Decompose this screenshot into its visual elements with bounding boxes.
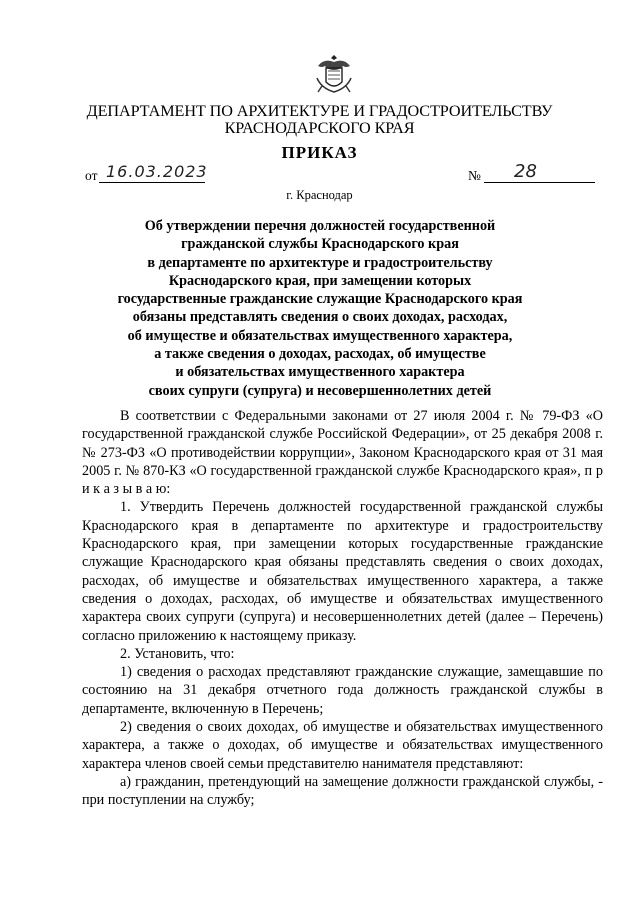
- body-paragraph: 2. Установить, что:: [120, 645, 235, 662]
- number-value: 28: [514, 161, 537, 182]
- body-paragraph: а) гражданин, претендующий на замещение должности гражданской службы, - при поступлении на службу;: [82, 773, 603, 809]
- subject-line: а также сведения о доходах, расходах, об имуществе: [154, 346, 486, 363]
- doc-type-title: ПРИКАЗ: [281, 143, 358, 162]
- subject-line: своих супруги (супруга) и несовершеннолетних детей: [148, 382, 492, 399]
- date-underline: [99, 182, 205, 183]
- subject-line: обязаны представлять сведения о своих доходах, расходах,: [132, 309, 508, 326]
- date-prefix: от: [85, 168, 98, 183]
- department-line-2: КРАСНОДАРСКОГО КРАЯ: [224, 119, 415, 137]
- number-underline: [484, 182, 595, 183]
- subject-line: в департаменте по архитектуре и градостроительству: [147, 254, 493, 271]
- subject-line: гражданской службы Краснодарского края: [181, 236, 459, 253]
- date-value: 16.03.2023: [106, 162, 208, 181]
- body-paragraph: 2) сведения о своих доходах, об имуществе и обязательствах имущественного характера, а также о доходах, об имуществе и обязательствах имущественного характера членов своей семьи представителю нанимателя представляют:: [82, 719, 603, 772]
- subject-title: [60, 217, 580, 400]
- subject-line: Краснодарского края, при замещении которых: [168, 272, 472, 289]
- city: г. Краснодар: [286, 188, 353, 202]
- department-line-1: ДЕПАРТАМЕНТ ПО АРХИТЕКТУРЕ И ГРАДОСТРОИТЕЛЬСТВУ: [86, 102, 553, 120]
- coat-of-arms-icon: [314, 52, 354, 94]
- subject-line: Об утверждении перечня должностей государственной: [144, 218, 496, 234]
- subject-line: об имуществе и обязательствах имущественного характера,: [127, 327, 513, 344]
- body-paragraph: 1. Утвердить Перечень должностей государственной гражданской службы Краснодарского края в департаменте по архитектуре и градостроительству Краснодарского края, при замещении которых государственные гражданские служащие Краснодарского края обязаны представлять сведения о своих доходах, расходах, об имуществе и обязательствах имущественного характера, а также сведения о доходах, расходах, об имуществе и обязательствах имущественного характера своих супруги (супруга) и несовершеннолетних детей (далее – Перечень) согласно приложению к настоящему приказу.: [82, 499, 603, 644]
- number-prefix: №: [468, 168, 481, 183]
- subject-line: и обязательствах имущественного характера: [175, 364, 465, 381]
- department-name: [0, 103, 639, 137]
- body-paragraph: 1) сведения о расходах представляют гражданские служащие, замещавшие по состоянию на 31 декабря отчетного года должность гражданской службы в департаменте, включенную в Перечень;: [82, 664, 603, 717]
- document-body: [82, 407, 603, 810]
- subject-line: государственные гражданские служащие Краснодарского края: [117, 291, 523, 308]
- body-paragraph: В соответствии с Федеральными законами от 27 июля 2004 г. № 79-ФЗ «О государственной гражданской службе Российской Федерации», от 25 декабря 2008 г. № 273-ФЗ «О противодействии коррупции», Законом Краснодарского края от 31 мая 2005 г. № 870-КЗ «О государственной гражданской службе Краснодарского края», п р и к а з ы в а ю:: [82, 408, 603, 498]
